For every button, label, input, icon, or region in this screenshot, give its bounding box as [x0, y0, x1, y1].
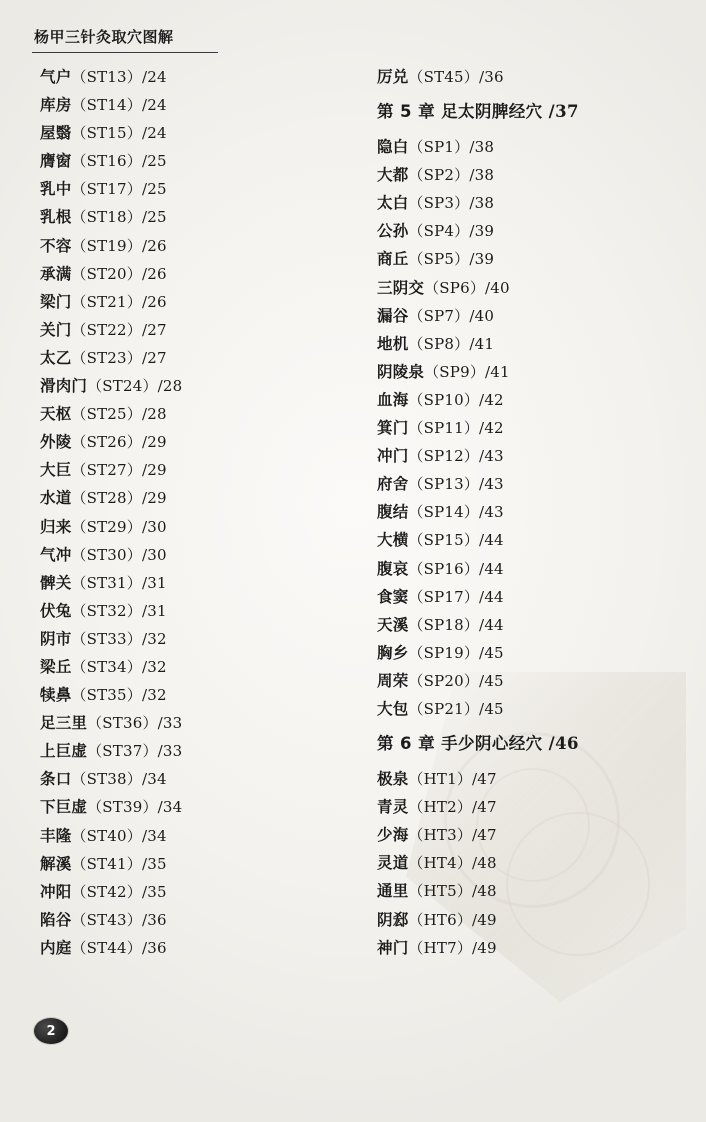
- toc-entry[interactable]: [377, 421, 706, 437]
- toc-entry[interactable]: [377, 278, 706, 297]
- toc-entry-name: 犊鼻: [40, 686, 72, 705]
- toc-entry[interactable]: [377, 252, 706, 268]
- toc-entry-name: 大巨: [40, 461, 72, 480]
- toc-entry[interactable]: [377, 306, 706, 325]
- toc-entry[interactable]: [40, 98, 353, 114]
- toc-entry-name: 血海: [377, 390, 409, 409]
- toc-entry-code-page: （ST13）/24: [71, 68, 167, 86]
- toc-entry[interactable]: [40, 463, 353, 479]
- toc-entry-code-page: （ST42）/35: [71, 882, 167, 901]
- toc-entry-code-page: （ST17）/25: [71, 180, 167, 199]
- toc-entry-name: 天枢: [40, 405, 72, 424]
- toc-entry-name: 地机: [377, 334, 409, 353]
- toc-entry-name: 箕门: [377, 419, 409, 438]
- toc-entry-code-page: （ST19）/26: [71, 236, 167, 255]
- toc-entry-code-page: （ST15）/24: [71, 124, 167, 143]
- toc-entry-code-page: （ST26）/29: [71, 433, 167, 452]
- toc-entry-name: 公孙: [377, 222, 409, 241]
- toc-entry-name: 食窦: [377, 587, 409, 606]
- toc-entry[interactable]: [377, 884, 706, 900]
- toc-entry-code-page: （SP20）/45: [408, 671, 504, 690]
- toc-entry-code-page: （HT5）/48: [408, 882, 497, 901]
- toc-entry[interactable]: [377, 449, 706, 465]
- toc-entry-name: 下巨虚: [40, 798, 88, 817]
- toc-entry-name: 太乙: [40, 348, 72, 367]
- toc-entry-name: 气冲: [40, 545, 72, 564]
- toc-entry-code-page: （ST34）/32: [71, 657, 167, 676]
- toc-chapter-title: 第 5 章 足太阴脾经穴: [377, 102, 543, 122]
- toc-entry-code-page: （HT1）/47: [408, 770, 497, 789]
- toc-entry-code-page: （SP19）/45: [408, 643, 504, 662]
- toc-entry-code-page: （ST32）/31: [71, 601, 167, 620]
- toc-entry-name: 厉兑: [377, 68, 409, 86]
- toc-entry-name: 太白: [377, 194, 409, 213]
- toc-entry-code-page: （SP1）/38: [408, 138, 495, 157]
- toc-entry-name: 不容: [40, 236, 72, 255]
- toc-entry-name: 足三里: [40, 714, 88, 733]
- toc-entry[interactable]: [377, 168, 706, 184]
- toc-entry-code-page: （HT6）/49: [408, 910, 497, 929]
- toc-column-left: [0, 70, 353, 969]
- toc-entry-code-page: （ST30）/30: [71, 545, 167, 564]
- toc-entry-name: 隐白: [377, 138, 409, 157]
- toc-entry-name: 冲阳: [40, 882, 72, 901]
- toc-entry-name: 关门: [40, 320, 72, 339]
- toc-entry-name: 归来: [40, 517, 72, 536]
- toc-entry-name: 胸乡: [377, 643, 409, 662]
- toc-entry[interactable]: [377, 477, 706, 493]
- toc-entry[interactable]: [377, 196, 706, 212]
- toc-entry-name: 伏兔: [40, 601, 72, 620]
- running-head-rule: [32, 52, 218, 53]
- toc-chapter-title: 第 6 章 手少阴心经穴: [377, 734, 543, 754]
- toc-entry[interactable]: [40, 545, 353, 564]
- toc-entry[interactable]: [40, 688, 353, 704]
- toc-entry-code-page: （SP12）/43: [408, 447, 504, 466]
- toc-entry-name: 髀关: [40, 573, 72, 592]
- toc-entry-name: 通里: [377, 882, 409, 901]
- toc-entry-name: 阴市: [40, 629, 72, 648]
- toc-entry-code-page: （SP17）/44: [408, 587, 504, 606]
- toc-entry-code-page: （SP9）/41: [424, 362, 510, 381]
- toc-entry-code-page: （ST45）/36: [408, 68, 504, 86]
- toc-entry-name: 少海: [377, 826, 409, 845]
- toc-entry-code-page: （SP5）/39: [408, 250, 495, 269]
- toc-entry-name: 府舍: [377, 475, 409, 494]
- toc-entry-name: 梁门: [40, 292, 72, 311]
- toc-entry-code-page: （SP4）/39: [408, 222, 495, 241]
- toc-entry-name: 冲门: [377, 447, 409, 466]
- toc-entry[interactable]: [40, 236, 353, 255]
- toc-entry-name: 神门: [377, 938, 409, 957]
- toc-columns: [0, 70, 706, 969]
- toc-entry[interactable]: [377, 643, 706, 662]
- toc-entry-name: 阴陵泉: [377, 362, 425, 381]
- toc-chapter-heading[interactable]: [377, 730, 706, 754]
- toc-entry-name: 滑肉门: [40, 377, 88, 396]
- toc-entry-code-page: （ST25）/28: [71, 405, 167, 424]
- toc-entry-code-page: （SP16）/44: [408, 559, 504, 578]
- toc-entry-code-page: （ST36）/33: [87, 714, 183, 733]
- toc-entry[interactable]: [40, 126, 353, 142]
- toc-entry-code-page: （ST39）/34: [87, 798, 183, 817]
- toc-entry-code-page: （SP18）/44: [408, 615, 504, 634]
- toc-entry[interactable]: [40, 70, 353, 86]
- toc-entry-code-page: （ST31）/31: [71, 573, 167, 592]
- toc-entry-name: 大横: [377, 531, 409, 550]
- toc-entry-name: 上巨虚: [40, 742, 88, 761]
- toc-entry-name: 阴郄: [377, 910, 409, 929]
- toc-entry-code-page: （SP21）/45: [408, 699, 504, 718]
- toc-entry-name: 陷谷: [40, 910, 72, 929]
- toc-entry[interactable]: [377, 390, 706, 409]
- toc-entry[interactable]: [40, 854, 353, 873]
- toc-entry-code-page: （ST24）/28: [87, 377, 183, 396]
- toc-entry-name: 青灵: [377, 798, 409, 817]
- toc-entry-code-page: （SP11）/42: [408, 419, 504, 438]
- toc-entry[interactable]: [377, 671, 706, 690]
- toc-entry-code-page: （ST22）/27: [71, 320, 167, 339]
- toc-entry[interactable]: [377, 800, 706, 816]
- toc-entry[interactable]: [377, 140, 706, 156]
- toc-entry[interactable]: [40, 716, 353, 732]
- toc-entry[interactable]: [40, 772, 353, 788]
- toc-entry-code-page: （ST27）/29: [71, 461, 167, 480]
- toc-chapter-page: /37: [542, 102, 579, 122]
- toc-entry-code-page: （ST33）/32: [71, 629, 167, 648]
- toc-entry[interactable]: [40, 573, 353, 592]
- toc-entry-name: 天溪: [377, 615, 409, 634]
- toc-entry[interactable]: [377, 362, 706, 381]
- toc-entry[interactable]: [377, 699, 706, 718]
- toc-entry-name: 乳中: [40, 180, 72, 199]
- toc-entry[interactable]: [40, 910, 353, 929]
- toc-entry-code-page: （ST40）/34: [71, 826, 167, 845]
- toc-entry-name: 膺窗: [40, 152, 72, 171]
- toc-entry-code-page: （ST41）/35: [71, 854, 167, 873]
- toc-entry-name: 极泉: [377, 770, 409, 789]
- toc-entry-code-page: （ST37）/33: [87, 742, 183, 761]
- toc-entry-code-page: （SP14）/43: [408, 503, 504, 522]
- toc-entry-name: 腹结: [377, 503, 409, 522]
- toc-entry[interactable]: [377, 334, 706, 353]
- toc-entry-code-page: （ST43）/36: [71, 910, 167, 929]
- toc-entry[interactable]: [377, 938, 706, 957]
- toc-entry-name: 条口: [40, 770, 72, 789]
- toc-entry-code-page: （ST38）/34: [71, 770, 167, 789]
- toc-entry[interactable]: [40, 882, 353, 901]
- toc-entry-name: 解溪: [40, 854, 72, 873]
- toc-entry-code-page: （SP7）/40: [408, 306, 495, 325]
- toc-entry[interactable]: [377, 505, 706, 521]
- toc-entry[interactable]: [377, 224, 706, 240]
- toc-entry-name: 内庭: [40, 938, 72, 957]
- toc-entry-code-page: （ST21）/26: [71, 292, 167, 311]
- toc-entry[interactable]: [40, 264, 353, 283]
- toc-entry-name: 屋翳: [40, 124, 72, 143]
- toc-entry-name: 商丘: [377, 250, 409, 269]
- toc-entry-code-page: （ST20）/26: [71, 264, 167, 283]
- toc-entry[interactable]: [377, 856, 706, 872]
- toc-entry[interactable]: [40, 491, 353, 507]
- toc-entry-name: 漏谷: [377, 306, 409, 325]
- toc-entry-name: 承满: [40, 264, 72, 283]
- toc-entry-code-page: （ST44）/36: [71, 938, 167, 957]
- toc-entry-name: 外陵: [40, 433, 72, 452]
- toc-entry-name: 周荣: [377, 671, 409, 690]
- toc-entry-code-page: （ST16）/25: [71, 152, 167, 171]
- toc-entry-code-page: （HT4）/48: [408, 854, 497, 873]
- toc-entry-code-page: （ST29）/30: [71, 517, 167, 536]
- toc-entry[interactable]: [40, 292, 353, 311]
- toc-entry-code-page: （SP13）/43: [408, 475, 504, 494]
- toc-column-right: [353, 70, 706, 969]
- toc-chapter-page: /46: [542, 734, 579, 754]
- toc-entry-code-page: （ST18）/25: [71, 208, 167, 227]
- toc-entry[interactable]: [377, 615, 706, 634]
- toc-entry-code-page: （SP2）/38: [408, 166, 495, 185]
- toc-entry[interactable]: [377, 70, 706, 86]
- toc-entry[interactable]: [40, 407, 353, 423]
- toc-entry-code-page: （ST28）/29: [71, 489, 167, 508]
- toc-entry[interactable]: [377, 772, 706, 788]
- page-number-badge: 2: [34, 1018, 68, 1044]
- toc-entry-name: 腹哀: [377, 559, 409, 578]
- toc-entry-code-page: （SP10）/42: [408, 390, 504, 409]
- toc-entry-code-page: （HT2）/47: [408, 798, 497, 817]
- toc-entry[interactable]: [377, 828, 706, 844]
- toc-entry[interactable]: [40, 744, 353, 760]
- toc-entry-code-page: （SP6）/40: [424, 278, 510, 297]
- toc-entry-name: 大都: [377, 166, 409, 185]
- toc-entry-code-page: （ST14）/24: [71, 96, 167, 115]
- toc-entry[interactable]: [40, 938, 353, 957]
- toc-entry-code-page: （HT7）/49: [408, 938, 497, 957]
- toc-entry[interactable]: [40, 348, 353, 367]
- toc-entry[interactable]: [40, 826, 353, 845]
- toc-entry[interactable]: [377, 533, 706, 549]
- toc-entry[interactable]: [40, 154, 353, 170]
- toc-entry[interactable]: [40, 435, 353, 451]
- running-head-title: 杨甲三针灸取穴图解: [34, 28, 174, 46]
- toc-entry-code-page: （ST23）/27: [71, 348, 167, 367]
- toc-entry-name: 水道: [40, 489, 72, 508]
- toc-entry-code-page: （SP3）/38: [408, 194, 495, 213]
- toc-entry-name: 大包: [377, 699, 409, 718]
- toc-entry[interactable]: [377, 587, 706, 606]
- toc-entry-code-page: （SP15）/44: [408, 531, 504, 550]
- toc-chapter-heading[interactable]: [377, 98, 706, 122]
- toc-entry[interactable]: [40, 182, 353, 198]
- toc-entry-name: 丰隆: [40, 826, 72, 845]
- toc-entry-name: 灵道: [377, 854, 409, 873]
- toc-entry[interactable]: [40, 800, 353, 816]
- toc-entry-name: 三阴交: [377, 278, 425, 297]
- toc-entry[interactable]: [40, 210, 353, 226]
- toc-entry[interactable]: [40, 320, 353, 339]
- toc-entry-code-page: （ST35）/32: [71, 686, 167, 705]
- toc-entry[interactable]: [377, 559, 706, 578]
- toc-entry[interactable]: [40, 629, 353, 648]
- toc-entry[interactable]: [40, 379, 353, 395]
- toc-entry[interactable]: [377, 910, 706, 929]
- toc-entry-code-page: （HT3）/47: [408, 826, 497, 845]
- toc-entry[interactable]: [40, 517, 353, 536]
- toc-entry-name: 气户: [40, 68, 72, 86]
- toc-entry-name: 乳根: [40, 208, 72, 227]
- toc-entry[interactable]: [40, 601, 353, 620]
- toc-entry-name: 库房: [40, 96, 72, 115]
- toc-entry[interactable]: [40, 657, 353, 676]
- toc-entry-name: 梁丘: [40, 657, 72, 676]
- toc-entry-code-page: （SP8）/41: [408, 334, 495, 353]
